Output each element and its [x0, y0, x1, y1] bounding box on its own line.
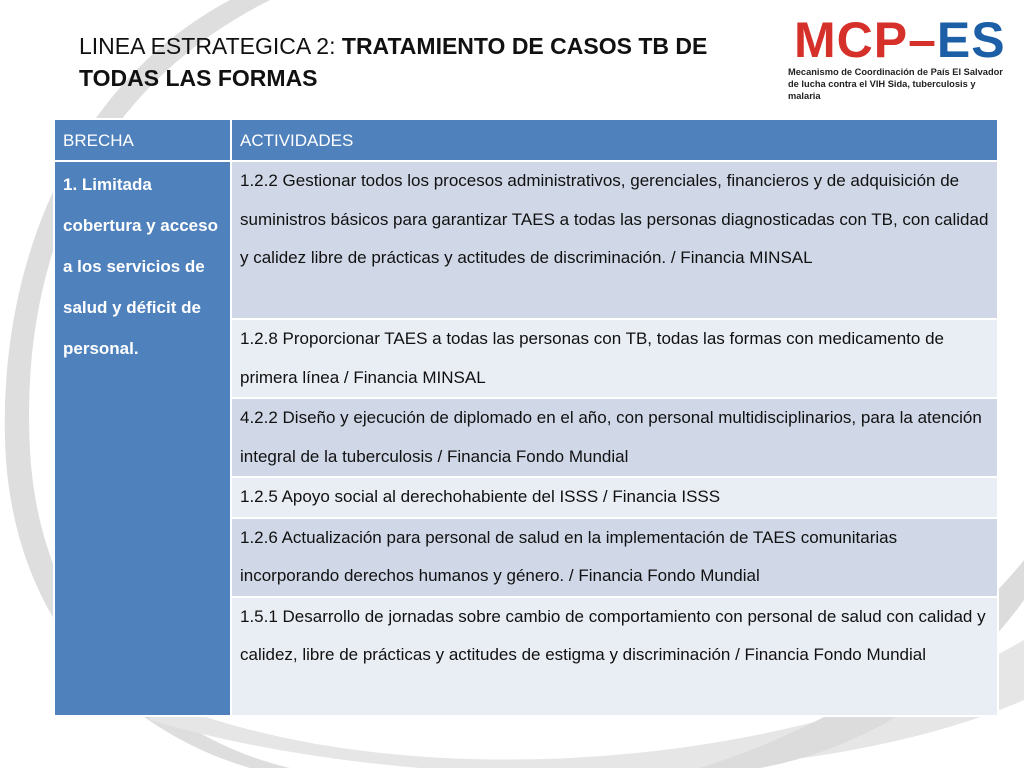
slide-title: [79, 30, 739, 94]
logo-subtitle: Mecanismo de Coordinación de País El Salvador de lucha contra el VIH Sida, tuberculosis y malaria: [788, 67, 1003, 101]
activity-cell: 1.2.2 Gestionar todos los procesos administrativos, gerenciales, financieros y de adquisición de suministros básicos para garantizar TAES a todas las personas diagnosticadas con TB, con calidad y calidez libre de prácticas y actitudes de discriminación. / Financia MINSAL: [231, 161, 998, 319]
activity-cell: 4.2.2 Diseño y ejecución de diplomado en el año, con personal multidisciplinarios, para la atención integral de la tuberculosis / Financia Fondo Mundial: [231, 398, 998, 477]
activity-cell: 1.5.1 Desarrollo de jornadas sobre cambio de comportamiento con personal de salud con calidad y calidez, libre de prácticas y actitudes de estigma y discriminación / Financia Fondo Mundial: [231, 597, 998, 716]
brecha-cell: 1. Limitada cobertura y acceso a los servicios de salud y déficit de personal.: [54, 161, 231, 716]
logo-dash: –: [908, 12, 937, 68]
logo-mcp: MCP: [794, 12, 909, 68]
header-actividades: ACTIVIDADES: [231, 119, 998, 161]
logo-es: ES: [936, 12, 1006, 68]
header-brecha: BRECHA: [54, 119, 231, 161]
title-bold: TRATAMIENTO DE CASOS TB DE TODAS LAS FORMAS: [79, 33, 708, 91]
table-header-row: [54, 119, 998, 161]
mcp-es-logo: [784, 12, 1008, 101]
activities-table: [53, 118, 999, 717]
activity-cell: 1.2.8 Proporcionar TAES a todas las personas con TB, todas las formas con medicamento de primera línea / Financia MINSAL: [231, 319, 998, 398]
title-prefix: LINEA ESTRATEGICA 2:: [79, 33, 342, 59]
activity-cell: 1.2.5 Apoyo social al derechohabiente del ISSS / Financia ISSS: [231, 477, 998, 518]
logo-mark: [794, 12, 1006, 68]
table-row: [54, 161, 998, 319]
activity-cell: 1.2.6 Actualización para personal de salud en la implementación de TAES comunitarias incorporando derechos humanos y género. / Financia Fondo Mundial: [231, 518, 998, 597]
